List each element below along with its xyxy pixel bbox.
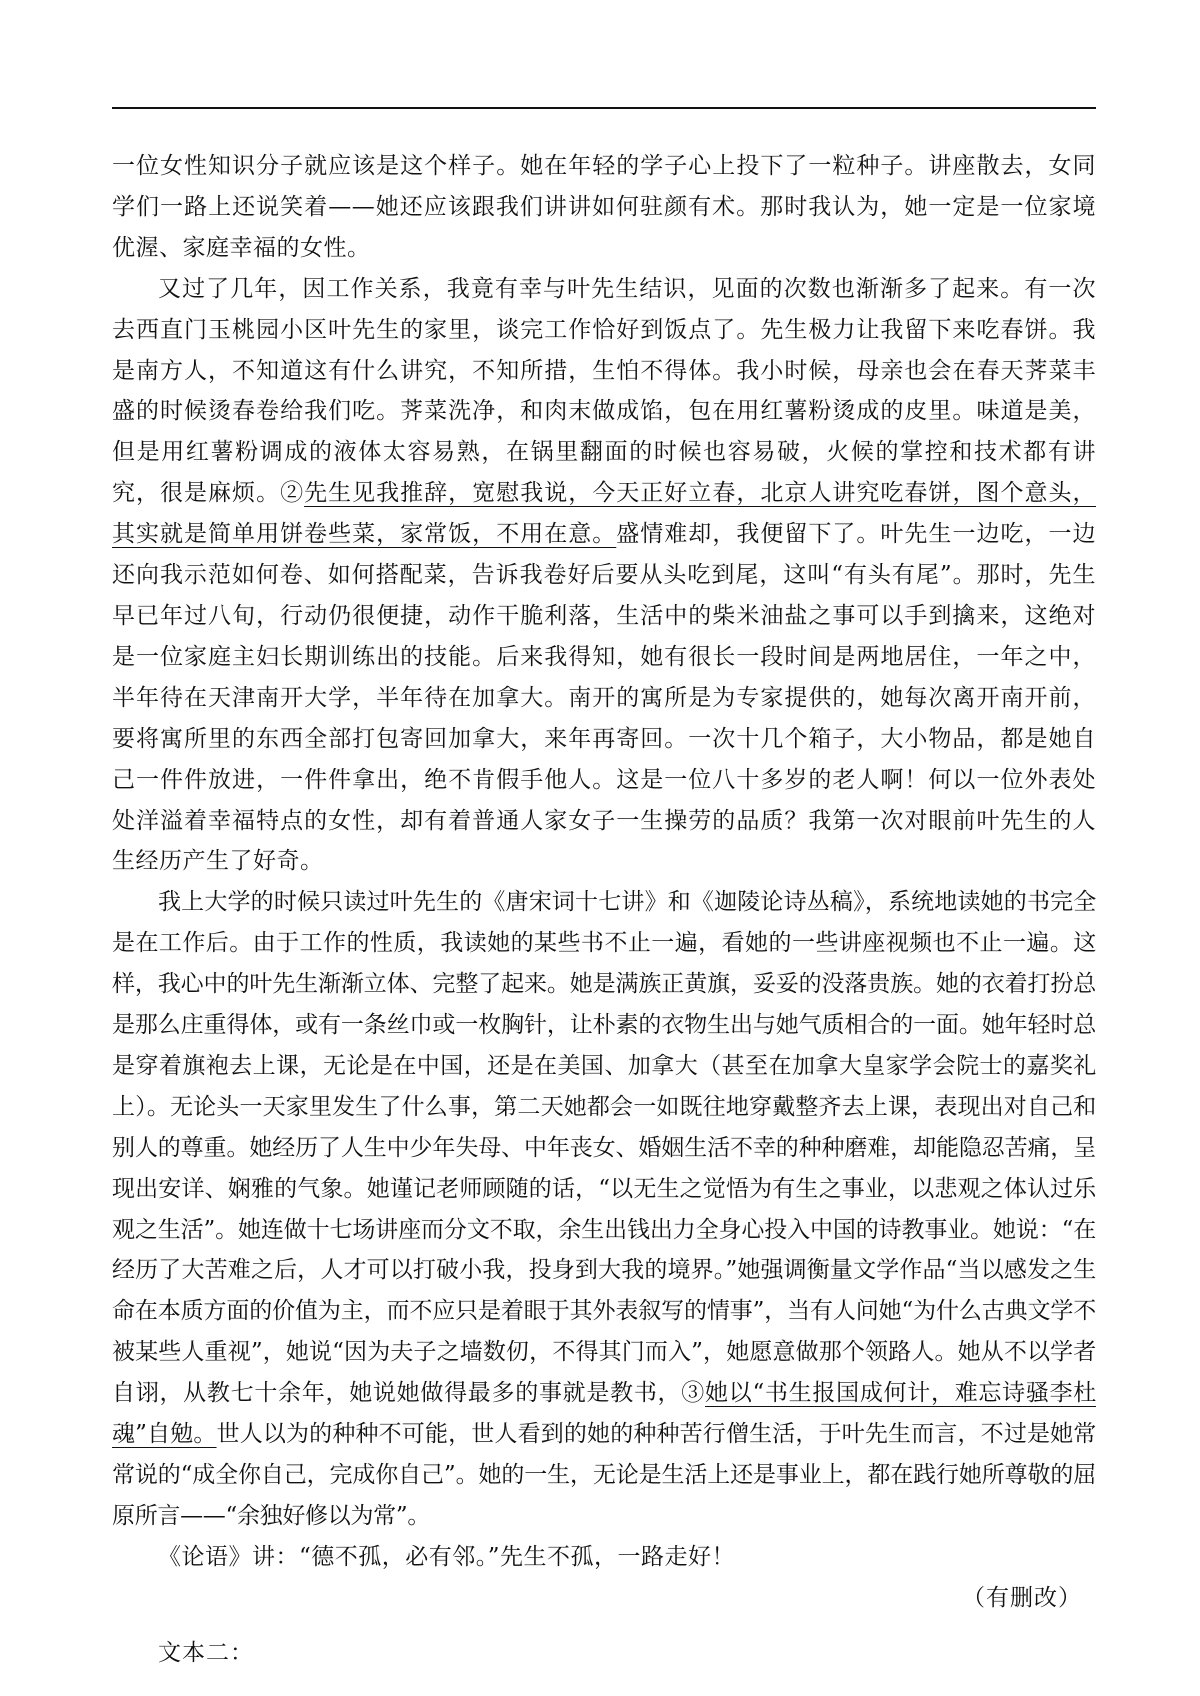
section-label: 文本二： [158, 1639, 254, 1666]
paragraph-3 [112, 882, 1096, 1537]
paragraph-2 [112, 269, 1096, 883]
paragraph-1: 一位女性知识分子就应该是这个样子。她在年轻的学子心上投下了一粒种子。讲座散去，女同学们一路上还说笑着——她还应该跟我们讲讲如何驻颜有术。那时我认为，她一定是一位家境优渥、家庭幸福的女性。 [112, 153, 1096, 261]
underlined-sentence-2: 先生见我推辞，宽慰我说，今天正好立春，北京人讲究吃春饼，图个意头，其实就是简单用饼卷些菜，家常饭，不用在意。 [112, 480, 1097, 548]
edit-note: （有删改） [962, 1584, 1082, 1611]
paragraph-3-text-b: 世人以为的种种不可能，世人看到的她的种种苦行僧生活，于叶先生而言，不过是她常常说的“成全你自己，完成你自己”。她的一生，无论是生活上还是事业上，都在践行她所尊敬的屈原所言——“余独好修以为常”。 [112, 1421, 1096, 1529]
paragraph-3-text-a: 我上大学的时候只读过叶先生的《唐宋词十七讲》和《迦陵论诗丛稿》，系统地读她的书完全是在工作后。由于工作的性质，我读她的某些书不止一遍，看她的一些讲座视频也不止一遍。这样，我心中的叶先生渐渐立体、完整了起来。她是满族正黄旗，妥妥的没落贵族。她的衣着打扮总是那么庄重得体，或有一条丝巾或一枚胸针，让朴素的衣物生出与她气质相合的一面。她年轻时总是穿着旗袍去上课，无论是在中国，还是在美国、加拿大（甚至在加拿大皇家学会院士的嘉奖礼上）。无论头一天家里发生了什么事，第二天她都会一如既往地穿戴整齐去上课，表现出对自己和别人的尊重。她经历了人生中少年失母、中年丧女、婚姻生活不幸的种种磨难，却能隐忍苦痛，呈现出安详、娴雅的气象。她谨记老师顾随的话，“以无生之觉悟为有生之事业，以悲观之体认过乐观之生活”。她连做十七场讲座而分文不取，余生出钱出力全身心投入中国的诗教事业。她说：“在经历了大苦难之后，人才可以打破小我，投身到大我的境界。”她强调衡量文学作品“当以感发之生命在本质方面的价值为主，而不应只是着眼于其外表叙写的情事”，当有人问她“为什么古典文学不被某些人重视”，她说“因为夫子之墙数仞，不得其门而入”，她愿意做那个领路人。她从不以学者自诩，从教七十余年，她说她做得最多的事就是教书， [112, 889, 1096, 1407]
underlined-sentence-3: 她以“书生报国成何计，难忘诗骚李杜魂”自勉。 [112, 1380, 1096, 1448]
header-rule [112, 107, 1096, 109]
annotation-marker-2: ② [280, 480, 305, 507]
paragraph-2-text-b: 盛情难却，我便留下了。叶先生一边吃，一边还向我示范如何卷、如何搭配菜，告诉我卷好后要从头吃到尾，这叫“有头有尾”。那时，先生早已年过八旬，行动仍很便捷，动作干脆利落，生活中的柴米油盐之事可以手到擒来，这绝对是一位家庭主妇长期训练出的技能。后来我得知，她有很长一段时间是两地居住，一年之中，半年待在天津南开大学，半年待在加拿大。南开的寓所是为专家提供的，她每次离开南开前，要将寓所里的东西全部打包寄回加拿大，来年再寄回。一次十几个箱子，大小物品，都是她自己一件件放进，一件件拿出，绝不肯假手他人。这是一位八十多岁的老人啊！何以一位外表处处洋溢着幸福特点的女性，却有着普通人家女子一生操劳的品质？我第一次对眼前叶先生的人生经历产生了好奇。 [112, 521, 1097, 875]
paragraph-2-text-a: 又过了几年，因工作关系，我竟有幸与叶先生结识，见面的次数也渐渐多了起来。有一次去西直门玉桃园小区叶先生的家里，谈完工作恰好到饭点了。先生极力让我留下来吃春饼。我是南方人，不知道这有什么讲究，不知所措，生怕不得体。我小时候，母亲也会在春天荠菜丰盛的时候烫春卷给我们吃。荠菜洗净，和肉末做成馅，包在用红薯粉烫成的皮里。味道是美，但是用红薯粉调成的液体太容易熟，在锅里翻面的时候也容易破，火候的掌控和技术都有讲究，很是麻烦。 [112, 275, 1096, 507]
paragraph-4: 《论语》讲：“德不孤，必有邻。”先生不孤，一路走好！ [158, 1543, 736, 1570]
annotation-marker-3: ③ [681, 1380, 706, 1407]
article-body [112, 146, 1096, 1674]
